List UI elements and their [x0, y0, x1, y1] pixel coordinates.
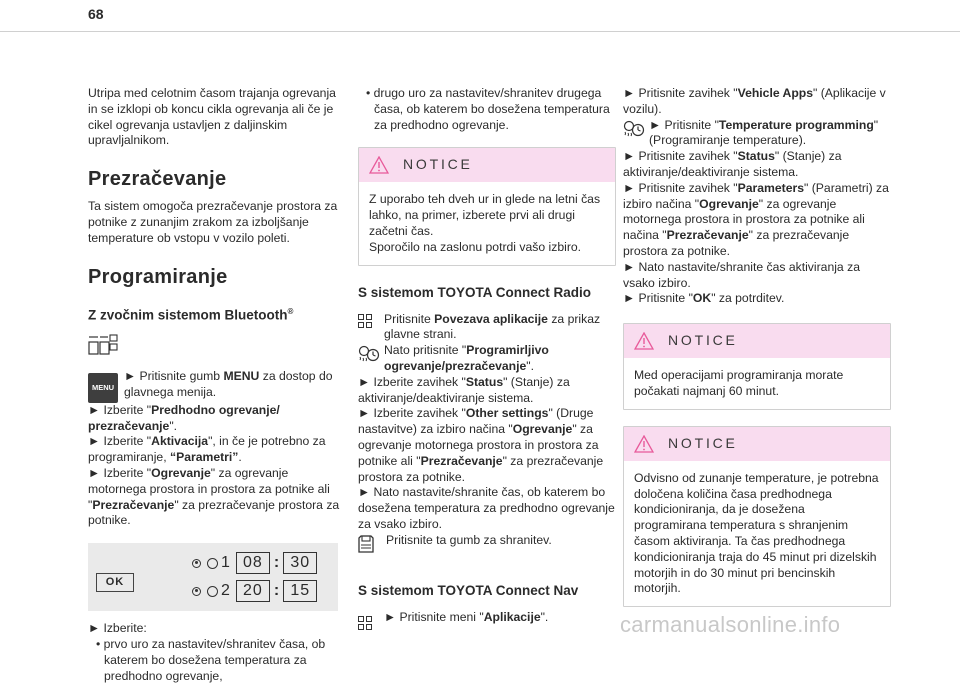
step-vehicle-apps: ► Pritisnite zavihek "Vehicle Apps" (Aplikacije v vozilu). [623, 86, 886, 116]
step-parameters: ► Pritisnite zavihek "Parameters" (Parametri) za izbiro načina "Ogrevanje" za ogrevanje motornega prostora in prostora za potnike ali načina "Prezračevanje" za prezračevanje prostora za potnike. [623, 180, 889, 258]
notice-text: Z uporabo teh dveh ur in glede na letni čas lahko, na primer, izberete prvi ali drugi začetni čas. Sporočilo na zaslonu potrdi vašo izbiro. [369, 192, 601, 254]
step-radio-status: ► Izberite zavihek "Status" (Stanje) za aktiviranje/deaktiviranje sistema. [358, 374, 570, 405]
heater-timer-icon [358, 345, 380, 370]
step-activation: ► Izberite "Aktivacija", in če je potrebno za programiranje, “Parametri”. [88, 434, 326, 465]
minute-field[interactable]: 30 [283, 552, 317, 574]
warning-icon [634, 435, 654, 453]
column-1 [88, 86, 348, 684]
step-radio-set-time: ► Nato nastavite/shranite čas, ob katerem bo dosežena temperatura za predhodno ogrevanje za vsako izbiro. [358, 485, 615, 531]
warning-icon [634, 332, 654, 350]
step-heating: ► Izberite "Ogrevanje" za ogrevanje motornega prostora in prostora za potnike ali "Prezračevanje" za prezračevanje prostora za potnike. [88, 466, 340, 528]
apps-grid-icon [358, 314, 372, 328]
notice-label: NOTICE [668, 434, 738, 451]
page-number: 68 [88, 6, 104, 22]
clock-icon [207, 586, 218, 597]
notice-text: Med operacijami programiranja morate počakati najmanj 60 minut. [634, 368, 844, 398]
column-3 [623, 86, 891, 617]
column-2 [358, 86, 616, 630]
step-set-time: ► Nato nastavite/shranite čas aktiviranja za vsako izbiro. [623, 259, 860, 290]
warning-icon [369, 156, 389, 174]
step-radio-save: Pritisnite ta gumb za shranitev. [358, 533, 616, 558]
timer-row-2: 2 20 : 15 [192, 580, 317, 602]
step-confirm: ► Pritisnite "OK" za potrditev. [623, 291, 785, 306]
cooling-text: Ta sistem omogoča prezračevanje prostora za potnike z zunanjim zrakom za izboljšanje temperature ob vstopu v vozilo poleti. [88, 199, 338, 245]
bullet-second-clock: • drugo uro za nastavitev/shranitev drugega časa, ob katerem bo dosežena temperatura za predhodno ogrevanje. [366, 86, 610, 132]
heading-bluetooth: Z zvočnim sistemom Bluetooth® [88, 306, 294, 323]
apps-grid-icon [358, 616, 372, 630]
step-temp-programming: ► Pritisnite "Temperature programming" (Programiranje temperature). [623, 118, 891, 150]
notice-label: NOTICE [668, 332, 738, 349]
timer-row-1: 1 08 : 30 [192, 552, 317, 574]
intro-text: Utripa med celotnim časom trajanja ogrevanja in se izklopi ob koncu cikla ogrevanja ali če je cikel ogrevanja ustavljen z daljinskim upravljalnikom. [88, 86, 336, 148]
heater-timer-icon [623, 120, 645, 145]
step-menu: MENU ► Pritisnite gumb MENU za dostop do glavnega menija. [88, 369, 348, 403]
step-radio-apps: Pritisnite Povezava aplikacije za prikaz glavne strani. [358, 312, 616, 344]
radio-icon [192, 559, 201, 568]
bullet-first-clock: • prvo uro za nastavitev/shranitev časa, ob katerem bo dosežena temperatura za predhodno ogrevanje, [96, 637, 326, 683]
save-icon [358, 535, 374, 558]
ok-button[interactable]: OK [96, 573, 134, 592]
step-select-preheat: ► Izberite "Predhodno ogrevanje/ prezračevanje". [88, 402, 280, 433]
heading-cooling: Prezračevanje [88, 168, 227, 191]
notice-box-2 [623, 323, 891, 410]
minute-field[interactable]: 15 [283, 580, 317, 602]
step-radio-program: Nato pritisnite "Programirljivo ogrevanje/prezračevanje". [358, 343, 616, 375]
heading-nav: S sistemom TOYOTA Connect Nav [358, 582, 579, 598]
header-rule [0, 31, 960, 32]
notice-box-1 [358, 147, 616, 265]
radio-icon [192, 587, 201, 596]
notice-label: NOTICE [403, 156, 473, 173]
watermark: carmanualsonline.info [620, 612, 841, 637]
step-radio-other: ► Izberite zavihek "Other settings" (Druge nastavitve) za izbiro načina "Ogrevanje" za ogrevanje motornega prostora in prostora za potnike ali "Prezračevanje" za prezračevanje prostora za potnike. [358, 406, 604, 484]
step-select: ► Izberite: [88, 621, 147, 636]
timer-panel [88, 543, 338, 611]
heading-radio: S sistemom TOYOTA Connect Radio [358, 284, 592, 300]
notice-box-3 [623, 426, 891, 607]
bluetooth-audio-icon [88, 334, 348, 361]
heading-programming: Programiranje [88, 265, 228, 288]
menu-button-icon: MENU [88, 373, 118, 403]
clock-icon [207, 558, 218, 569]
step-status: ► Pritisnite zavihek "Status" (Stanje) za aktiviranje/deaktiviranje sistema. [623, 149, 842, 179]
hour-field[interactable]: 08 [236, 552, 270, 574]
hour-field[interactable]: 20 [236, 580, 270, 602]
notice-text: Odvisno od zunanje temperature, je potrebna določena količina časa predhodnega kondicioniranja, da je dosežena programirana temperatura s shranjenim časom aktiviranja. Ta čas predhodnega kondicioniranja traja do 45 minut pri dizelskih motorjih in do 30 minut pri bencinskih motorjih. [634, 470, 879, 596]
step-nav-apps: ► Pritisnite meni "Aplikacije". [358, 610, 616, 630]
